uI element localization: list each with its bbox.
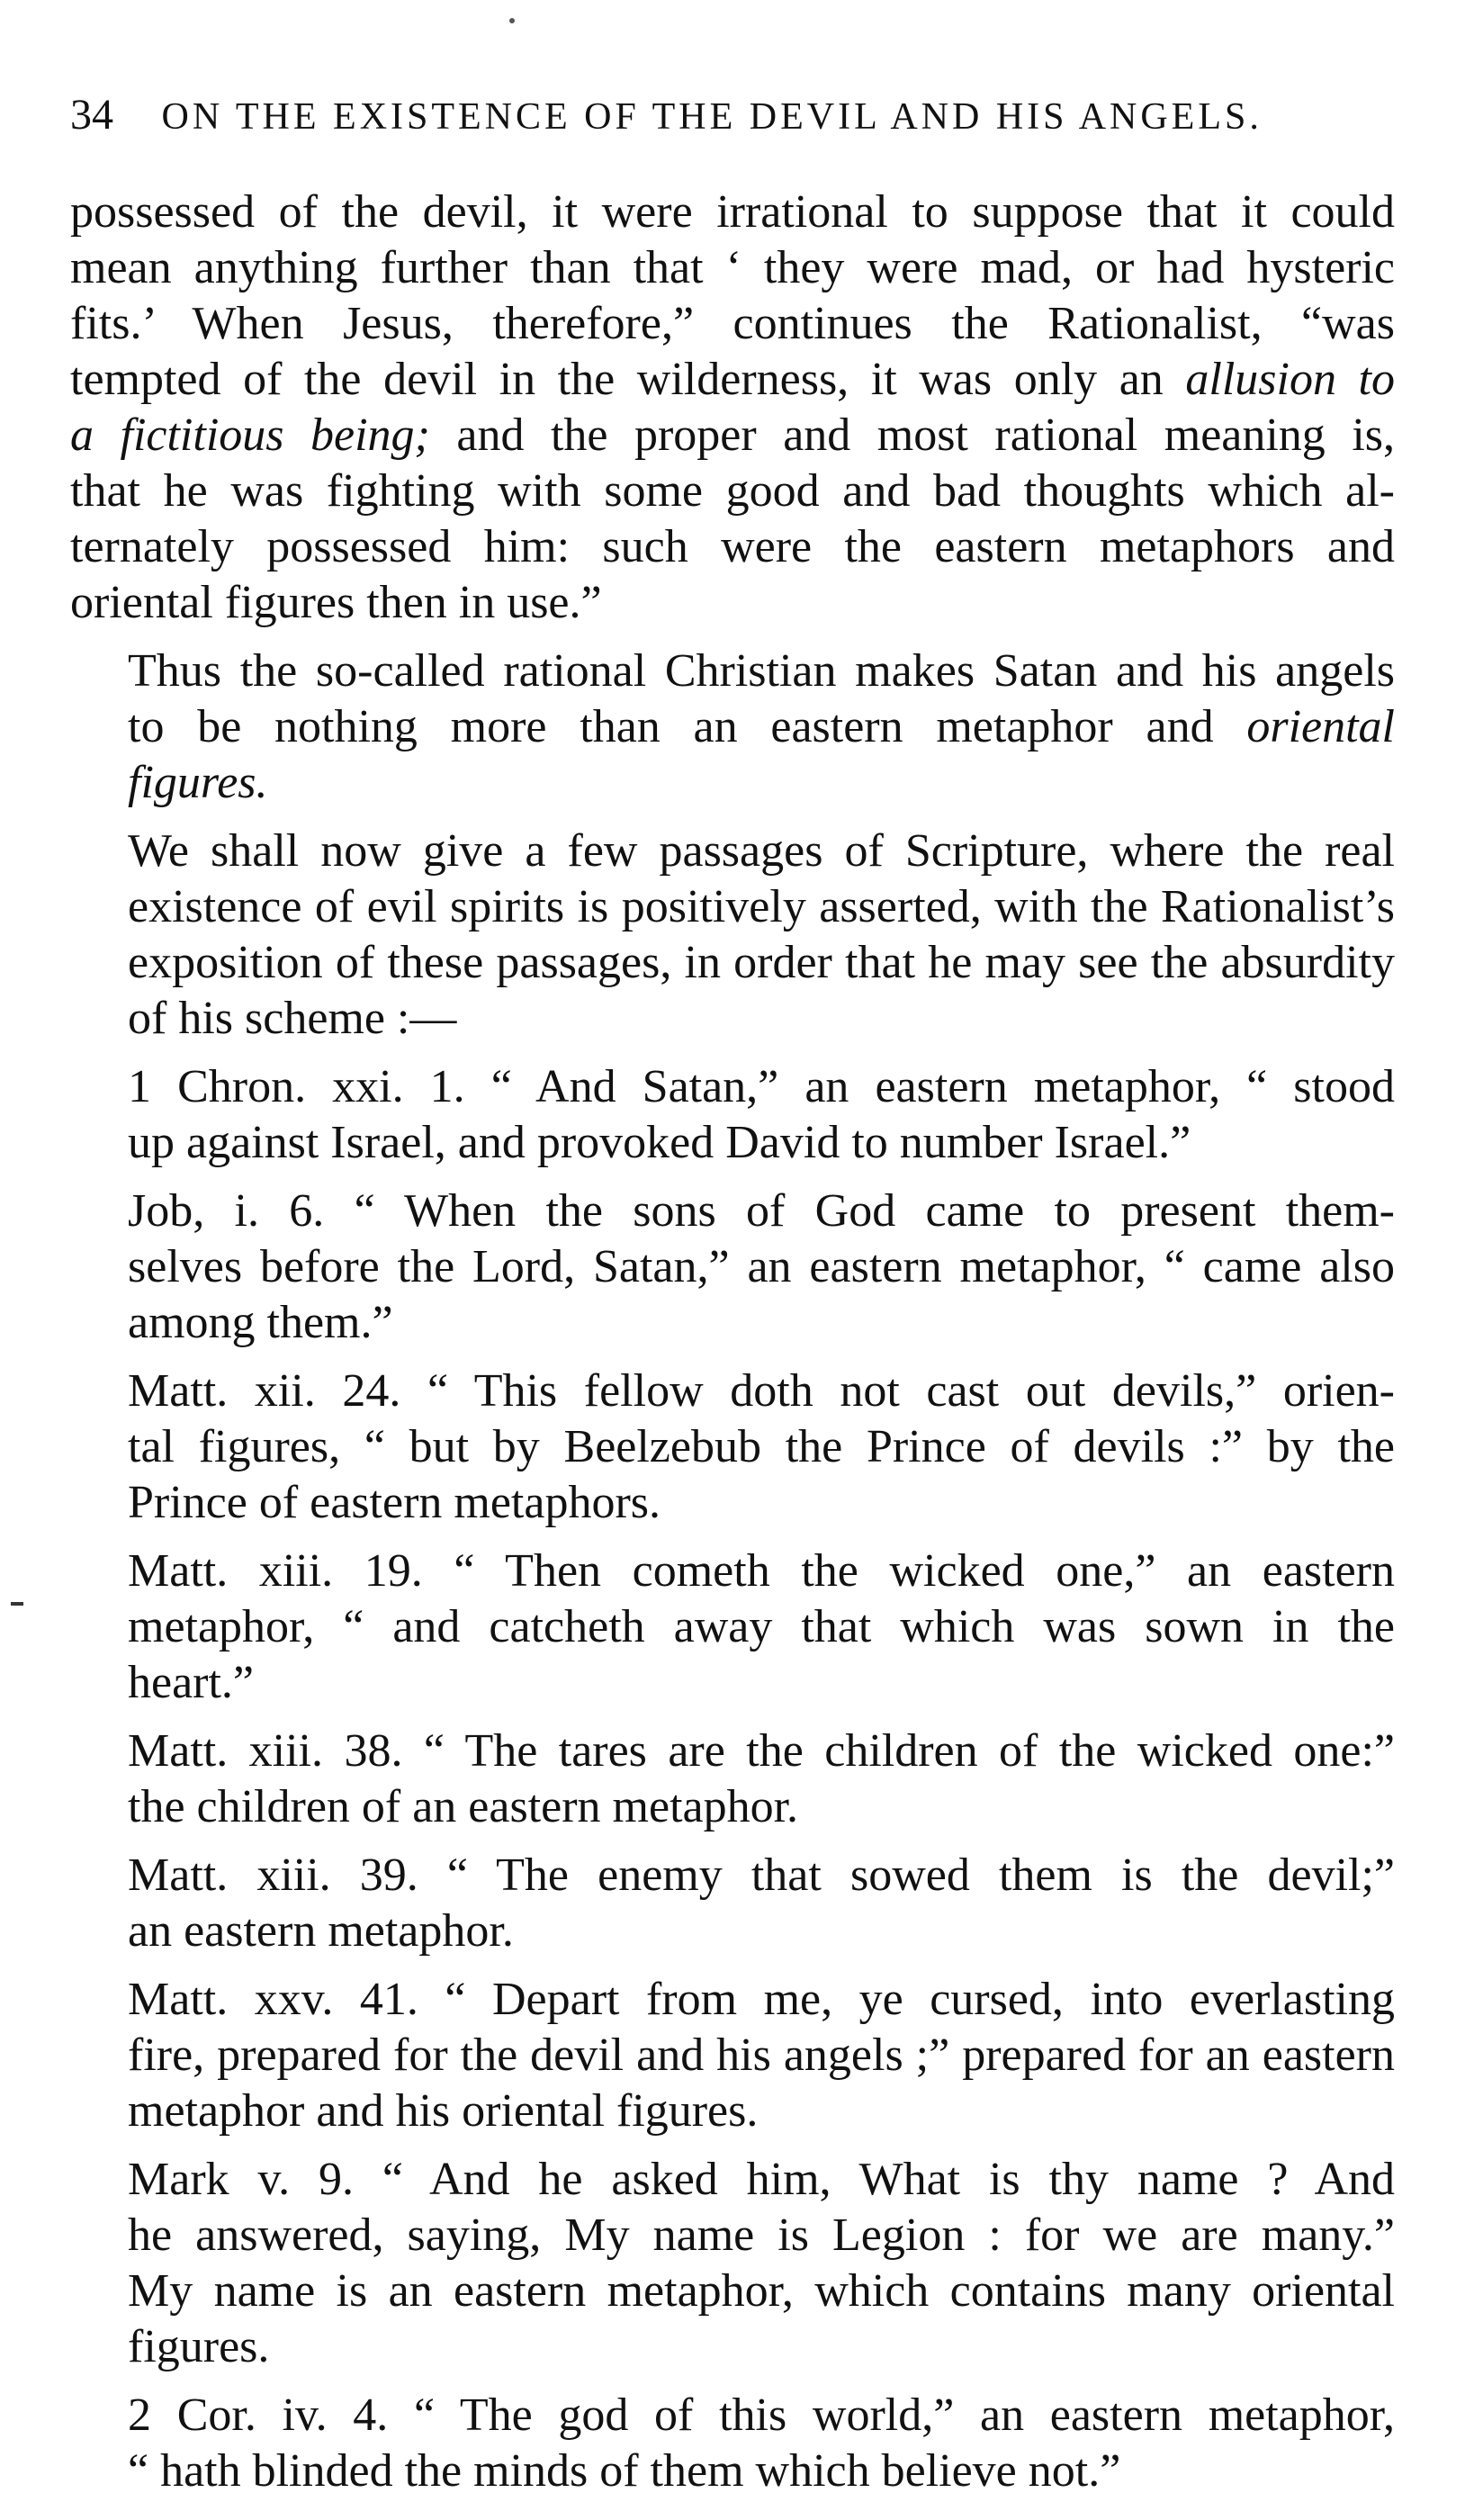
- text-line: mean anything further than that ‘ they were mad, or had hysteric: [70, 242, 1395, 293]
- text-line: the children of an eastern metaphor.: [128, 1781, 799, 1832]
- text-line: of his scheme :—: [128, 993, 457, 1044]
- text-line: heart.”: [128, 1657, 255, 1708]
- text-line: “ hath blinded the minds of them which believe not.”: [128, 2445, 1121, 2497]
- text-line: selves before the Lord, Satan,” an eastern metaphor, “ came also: [128, 1241, 1395, 1292]
- text-line: Mark v. 9. “ And he asked him, What is thy name ? And: [128, 2154, 1395, 2205]
- text-line: My name is an eastern metaphor, which contains many oriental: [128, 2265, 1395, 2317]
- ink-speck: [509, 18, 515, 23]
- body-text: [70, 184, 1395, 2512]
- paragraph: [70, 1184, 1395, 1351]
- text-line: 1 Chron. xxi. 1. “ And Satan,” an eastern metaphor, “ stood: [128, 1061, 1395, 1112]
- text-line: Matt. xiii. 39. “ The enemy that sowed them is the devil;”: [128, 1850, 1395, 1901]
- page-number: 34: [70, 91, 113, 139]
- book-page: [70, 0, 1402, 2520]
- text-line: Matt. xii. 24. “ This fellow doth not cast out devils,” orien-: [128, 1365, 1395, 1417]
- text-line: up against Israel, and provoked David to number Israel.”: [128, 1117, 1191, 1168]
- text-line: tal figures, “ but by Beelzebub the Prince of devils :” by the: [128, 1421, 1395, 1472]
- text-line: Matt. xiii. 19. “ Then cometh the wicked one,” an eastern: [128, 1545, 1395, 1597]
- paragraph: [70, 1059, 1395, 1171]
- text-line: metaphor, “ and catcheth away that which was sown in the: [128, 1601, 1395, 1652]
- text-line: an eastern metaphor.: [128, 1905, 514, 1957]
- paragraph: [70, 1364, 1395, 1531]
- paragraph: [70, 644, 1395, 811]
- text-line: figures.: [128, 2321, 270, 2372]
- text-line: fits.’ When Jesus, therefore,” continues the Rationalist, “was: [70, 298, 1395, 349]
- text-line: Matt. xxv. 41. “ Depart from me, ye cursed, into everlasting: [128, 1974, 1395, 2025]
- paragraph: [70, 2388, 1395, 2499]
- text-line: Thus the so-called rational Christian makes Satan and his angels: [128, 645, 1395, 697]
- paragraph: [70, 1972, 1395, 2139]
- text-line: fire, prepared for the devil and his angels ;” prepared for an eastern: [128, 2030, 1395, 2081]
- text-line: Job, i. 6. “ When the sons of God came to present them-: [128, 1185, 1395, 1237]
- paragraph: [70, 1544, 1395, 1711]
- text-line: oriental figures then in use.”: [70, 577, 602, 628]
- text-line: exposition of these passages, in order that he may see the absurdity: [128, 937, 1395, 988]
- margin-dash: [11, 1602, 23, 1606]
- text-line: possessed of the devil, it were irrational to suppose that it could: [70, 186, 1395, 238]
- text-line: he answered, saying, My name is Legion : for we are many.”: [128, 2210, 1395, 2261]
- paragraph: [70, 1724, 1395, 1835]
- text-line: among them.”: [128, 1297, 393, 1348]
- text-line: 2 Cor. iv. 4. “ The god of this world,” an eastern metaphor,: [128, 2390, 1395, 2441]
- text-line: Matt. xiii. 38. “ The tares are the children of the wicked one:”: [128, 1725, 1395, 1777]
- text-line: figures.: [128, 757, 268, 808]
- running-header: [70, 90, 1402, 140]
- text-line: that he was fighting with some good and bad thoughts which al-: [70, 465, 1395, 517]
- text-line: Prince of eastern metaphors.: [128, 1477, 661, 1528]
- paragraph: [70, 1848, 1395, 1959]
- text-line: metaphor and his oriental figures.: [128, 2085, 759, 2137]
- paragraph: [70, 2152, 1395, 2375]
- text-line: to be nothing more than an eastern metaphor and oriental: [128, 701, 1395, 752]
- text-line: We shall now give a few passages of Scripture, where the real: [128, 825, 1395, 877]
- paragraph: [70, 184, 1395, 631]
- text-line: tempted of the devil in the wilderness, it was only an allusion to: [70, 354, 1395, 405]
- text-line: ternately possessed him: such were the eastern metaphors and: [70, 521, 1395, 572]
- text-line: existence of evil spirits is positively asserted, with the Rationalist’s: [128, 881, 1395, 932]
- running-title: ON THE EXISTENCE OF THE DEVIL AND HIS ANGELS.: [161, 96, 1263, 138]
- paragraph: [70, 824, 1395, 1047]
- text-line: a fictitious being; and the proper and most rational meaning is,: [70, 410, 1395, 461]
